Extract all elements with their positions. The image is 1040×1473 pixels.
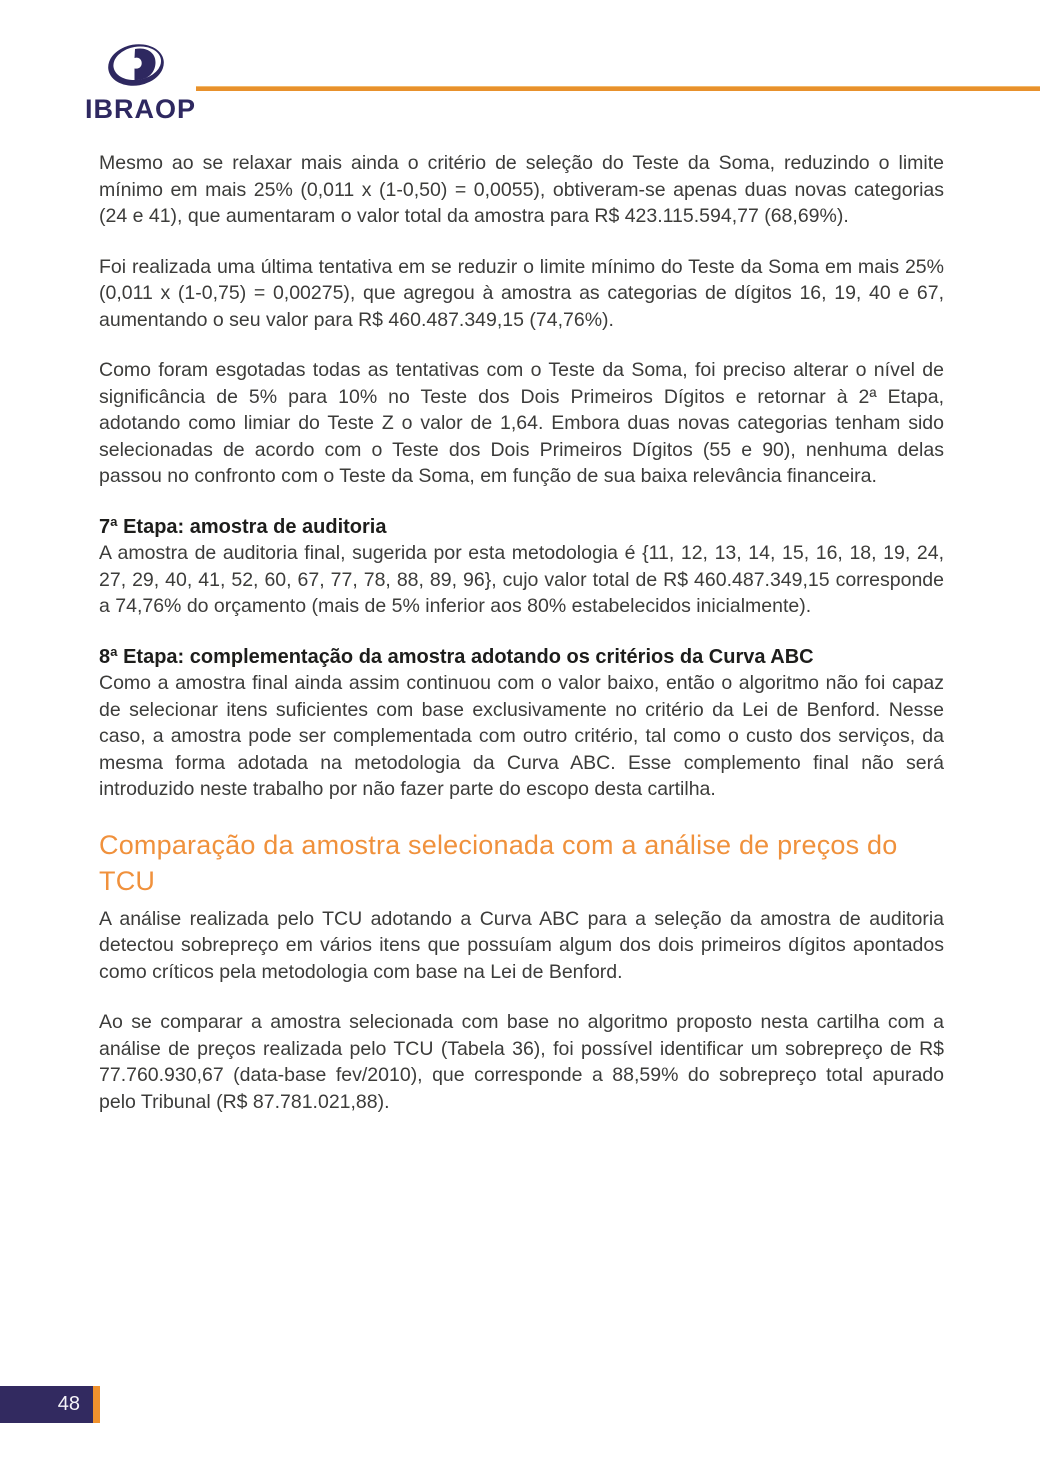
page-number-orange-stripe xyxy=(93,1386,100,1423)
heading-etapa-8: 8ª Etapa: complementação da amostra adotando os critérios da Curva ABC xyxy=(99,645,814,668)
paragraph-tcu-analysis: A análise realizada pelo TCU adotando a Curva ABC para a seleção da amostra de auditoria detectou sobrepreço em vários itens que possuíam algum dos dois primeiros dígitos apontados como críticos pela metodologia com base na Lei de Benford. xyxy=(99,907,944,983)
ibraop-oval-emblem-icon xyxy=(106,42,166,92)
header-orange-rule xyxy=(196,86,1040,91)
heading-etapa-7: 7ª Etapa: amostra de auditoria xyxy=(99,515,387,538)
paragraph-sum-test-relax-50: Mesmo ao se relaxar mais ainda o critério de seleção do Teste da Soma, reduzindo o limite mínimo em mais 25% (0,011 x (1-0,50) = 0,0055), obtiveram-se apenas duas novas categorias (24 e 41), que aumentaram o valor total da amostra para R$ 423.115.594,77 (68,69%). xyxy=(99,152,944,227)
heading-tcu-comparison: Comparação da amostra selecionada com a análise de preços do TCU xyxy=(99,829,898,896)
ibraop-logo xyxy=(85,42,197,125)
paragraph-significance-change: Como foram esgotadas todas as tentativas com o Teste da Soma, foi preciso alterar o nível de significância de 5% para 10% no Teste dos Dois Primeiros Dígitos e retornar à 2ª Etapa, adotando como limiar do Teste Z o valor de 1,64. Embora duas novas categorias tenham sido selecionadas de acordo com o Teste dos Dois Primeiros Dígitos (55 e 90), nenhuma delas passou no confronto com o Teste da Soma, em função de sua baixa relevância financeira. xyxy=(99,359,944,487)
paragraph-sum-test-relax-75: Foi realizada uma última tentativa em se reduzir o limite mínimo do Teste da Soma em mais 25% (0,011 x (1-0,75) = 0,00275), que agregou à amostra as categorias de dígitos 16, 19, 40 e 67, aumentando o seu valor para R$ 460.487.349,15 (74,76%). xyxy=(99,255,944,331)
logo-wordmark: IBRAOP xyxy=(85,94,197,124)
page-number-background xyxy=(0,1386,93,1423)
page-number-box xyxy=(0,1386,100,1423)
paragraph-audit-sample: A amostra de auditoria final, sugerida por esta metodologia é {11, 12, 13, 14, 15, 16, 18, 19, 24, 27, 29, 40, 41, 52, 60, 67, 77, 78, 88, 89, 96}, cujo valor total de R$ 460.487.349,15 corresponde a 74,76% do orçamento (mais de 5% inferior aos 80% estabelecidos inicialmente). xyxy=(99,542,944,617)
paragraph-abc-complement: Como a amostra final ainda assim continuou com o valor baixo, então o algoritmo não foi capaz de selecionar itens suficientes com base exclusivamente no critério da Lei de Benford. Nesse caso, a amostra pode ser complementada com outro critério, tal como o custo dos serviços, da mesma forma adotada na metodologia da Curva ABC. Esse complemento final não será introduzido neste trabalho por não fazer parte do escopo desta cartilha. xyxy=(99,672,944,800)
page-number: 48 xyxy=(57,1393,80,1415)
paragraph-overprice-result: Ao se comparar a amostra selecionada com base no algoritmo proposto nesta cartilha com a análise de preços realizada pelo TCU (Tabela 36), foi possível identificar um sobrepreço de R$ 77.760.930,67 (data-base fev/2010), que corresponde a 88,59% do sobrepreço total apurado pelo Tribunal (R$ 87.781.021,88). xyxy=(99,1011,944,1113)
document-content xyxy=(99,150,944,1139)
